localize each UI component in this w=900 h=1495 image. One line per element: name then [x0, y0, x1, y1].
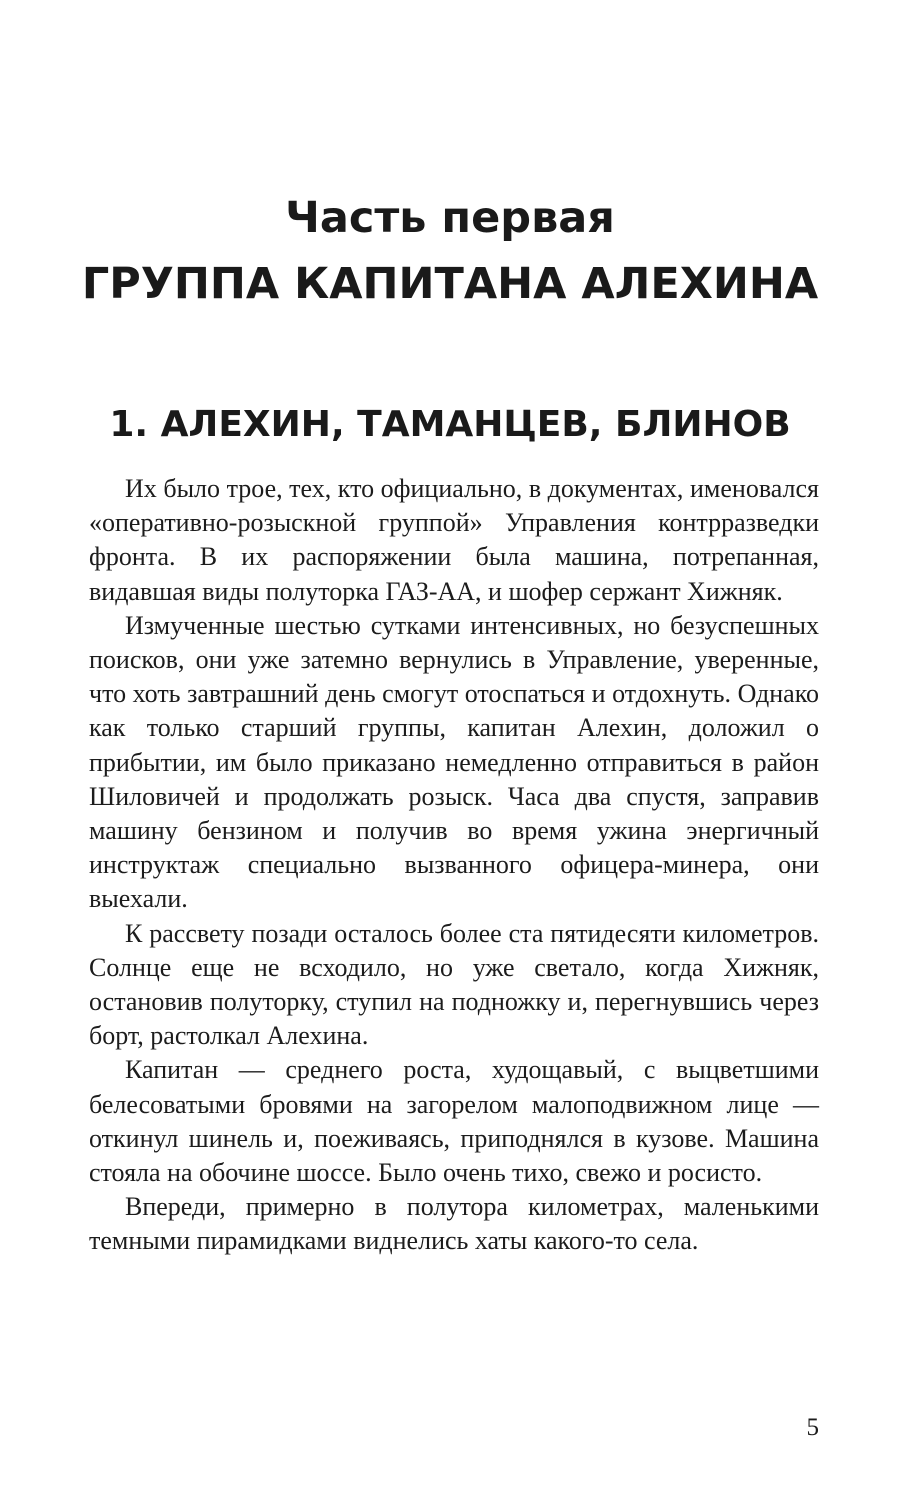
- paragraph: Впереди, примерно в полутора километрах, маленькими темными пирамидками виднелись хаты какого-то села.: [89, 1192, 819, 1256]
- paragraph: Их было трое, тех, кто официально, в документах, именовался «оперативно-розыскной группой» Управления контрразведки фронта. В их распоряжении была машина, потрепанная, видавшая виды полуторка ГАЗ-АА, и шофер сержант Хижняк.: [89, 474, 819, 606]
- part-subtitle: ГРУППА КАПИТАНА АЛЕХИНА: [81, 259, 819, 309]
- part-title: Часть первая: [285, 193, 615, 243]
- chapter-title: 1. АЛЕХИН, ТАМАНЦЕВ, БЛИНОВ: [109, 404, 791, 445]
- paragraph: Измученные шестью сутками интенсивных, но безуспешных поисков, они уже затемно вернулись в Управление, уверенные, что хоть завтрашний день смогут отоспаться и отдохнуть. Однако как только старший группы, капитан Алехин, доложил о прибытии, им было приказано немедленно отправиться в район Шиловичей и продолжать розыск. Часа два спустя, заправив машину бензином и получив во время ужина энергичный инструктаж специально вызванного офицера-минера, они выехали.: [89, 610, 819, 914]
- paragraph: Капитан — среднего роста, худощавый, с выцветшими белесоватыми бровями на загорелом малоподвижном лице — откинул шинель и, поеживаясь, приподнялся в кузове. Машина стояла на обочине шоссе. Было очень тихо, свежо и росисто.: [89, 1055, 819, 1188]
- paragraph: К рассвету позади осталось более ста пятидесяти километров. Солнце еще не всходило, но уже светало, когда Хижняк, остановив полуторку, ступил на подножку и, перегнувшись через борт, растолкал Алехина.: [89, 918, 819, 1051]
- chapter-body: [89, 472, 819, 1259]
- page-number: 5: [806, 1414, 819, 1441]
